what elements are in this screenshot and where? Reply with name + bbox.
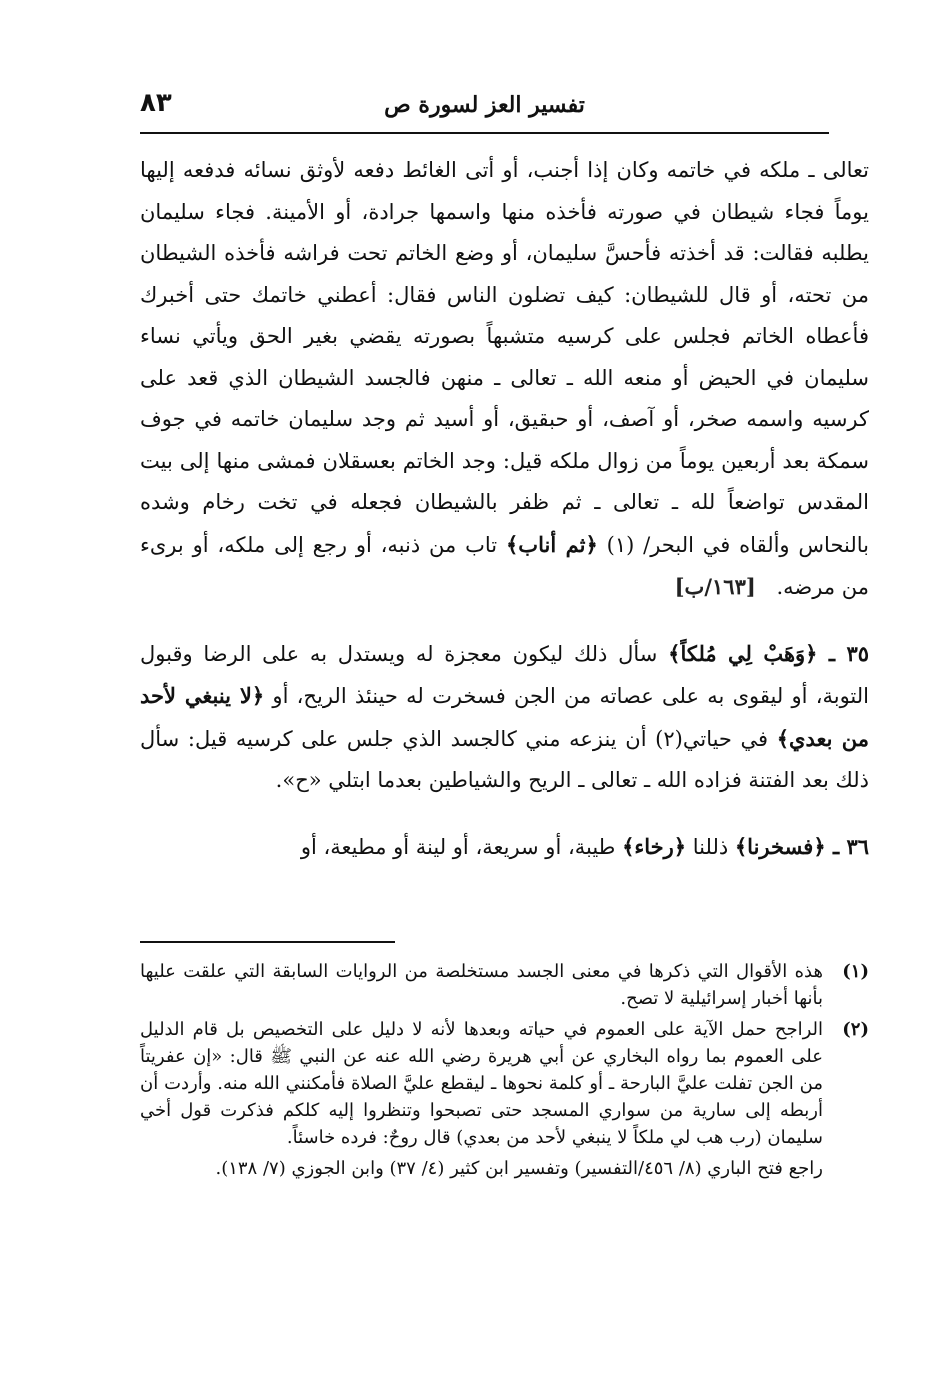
footnote-marker: (١) xyxy=(842,961,869,982)
quran-quote: ﴿رخاء﴾ xyxy=(622,833,687,859)
quran-quote: ﴿لا ينبغي لأحد من بعدي﴾ xyxy=(140,683,869,751)
verse-36-commentary xyxy=(140,826,869,869)
paragraph-text: سأل ذلك ليكون معجزة له ويستدل به على الرضا وقبول التوبة، أو ليقوى به على عصاته من الجن فسخرت له حينئذ الريح، أو xyxy=(140,641,869,708)
paragraph-text: تاب من ذنبه، أو رجع إلى ملكه، أو برىء من مرضه. xyxy=(140,532,869,599)
page-header xyxy=(140,88,829,134)
footnote-marker: (٢) xyxy=(842,1019,869,1040)
footnotes xyxy=(140,958,869,1182)
main-text xyxy=(140,150,869,868)
verse-number: ٣٦ ـ xyxy=(825,833,869,859)
folio-marker: [١٦٣/ب] xyxy=(674,574,756,599)
footnote-1 xyxy=(140,958,869,1012)
page-title: تفسير العز لسورة ص xyxy=(384,92,585,118)
paragraph-text: طيبة، أو سريعة، أو لينة أو مطيعة، أو xyxy=(300,834,623,859)
page-number: ٨٣ xyxy=(140,88,172,118)
footnote-2 xyxy=(140,1016,869,1151)
paragraph-text: في حياتي(٢) أن ينزعه مني كالجسد الذي جلس على كرسيه قيل: سأل ذلك بعد الفتنة فزاده الله ـ تعالى ـ الريح والشياطين بعدما ابتلي «ح». xyxy=(140,726,869,792)
verse-number: ٣٥ ـ xyxy=(817,640,869,666)
quran-quote: ﴿ثم أناب﴾ xyxy=(506,531,598,557)
footnote-text xyxy=(140,958,823,1012)
footnote-text xyxy=(140,1016,823,1151)
verse-35-commentary xyxy=(140,633,869,802)
opening-paragraph xyxy=(140,150,869,609)
quran-quote: ﴿وَهَبْ لِي مُلكاً﴾ xyxy=(668,640,818,666)
footnote-reference xyxy=(140,1155,869,1182)
footnote-line: هذه الأقوال التي ذكرها في معنى الجسد مستخلصة من الروايات السابقة التي علقت عليها بأنها أخبار إسرائيلية لا تصح. xyxy=(140,961,824,1009)
footnote-divider xyxy=(140,941,395,943)
footnote-line: الراجح حمل الآية على العموم في حياته وبعدها لأنه لا دليل على التخصيص بل قام الدليل على العموم بما رواه البخاري عن أبي هريرة رضي الله عنه عن النبي ﷺ قال: «إن عفريتاً من الجن تفلت عليَّ البارحة ـ أو كلمة نحوها ـ ليقطع عليَّ الصلاة فأمكنني الله منه. وأردت أن أربطه إلى سارية من سواري المسجد حتى تصبحوا وتنظروا إليه كلكم فذكرت قول أخي سليمان (رب هب لي ملكاً لا ينبغي لأحد من بعدي) قال روحٌ: فرده خاسئاً. xyxy=(140,1019,823,1148)
paragraph-text: ذللنا xyxy=(686,834,735,859)
quran-quote: ﴿فسخرنا﴾ xyxy=(734,833,826,859)
reference-line: راجع فتح الباري (٨/ ٤٥٦/التفسير) وتفسير ابن كثير (٤/ ٣٧) وابن الجوزي (٧/ ١٣٨). xyxy=(215,1158,823,1179)
paragraph-text: تعالى ـ ملكه في خاتمه وكان إذا أجنب، أو أتى الغائط دفعه لأوثق نسائه فدفعه إليها يوماً فجاء شيطان في صورته فأخذه منها واسمها جرادة، أو الأمينة. فجاء سليمان يطلبه فقالت: قد أخذته فأحسَّ سليمان، أو وضع الخاتم تحت فراشه فأخذه الشيطان من تحته، أو قال للشيطان: كيف تضلون الناس فقال: أعطني خاتمك حتى أخبرك فأعطاه الخاتم فجلس على كرسيه متشبهاً بصورته يقضي بغير الحق ويأتي نساء سليمان في الحيض أو منعه الله ـ تعالى ـ منهن فالجسد الشيطان الذي قعد على كرسيه واسمه صخر، أو آصف، أو حبقيق، أو أسيد ثم وجد سليمان خاتمه في جوف سمكة بعد أربعين يوماً من زوال ملكه قيل: وجد الخاتم بعسقلان فمشى منها إلى بيت المقدس تواضعاً لله ـ تعالى ـ ثم ظفر بالشيطان فجعله في تخت رخام وشده بالنحاس وألقاه في البحر/ (١) xyxy=(140,158,869,557)
